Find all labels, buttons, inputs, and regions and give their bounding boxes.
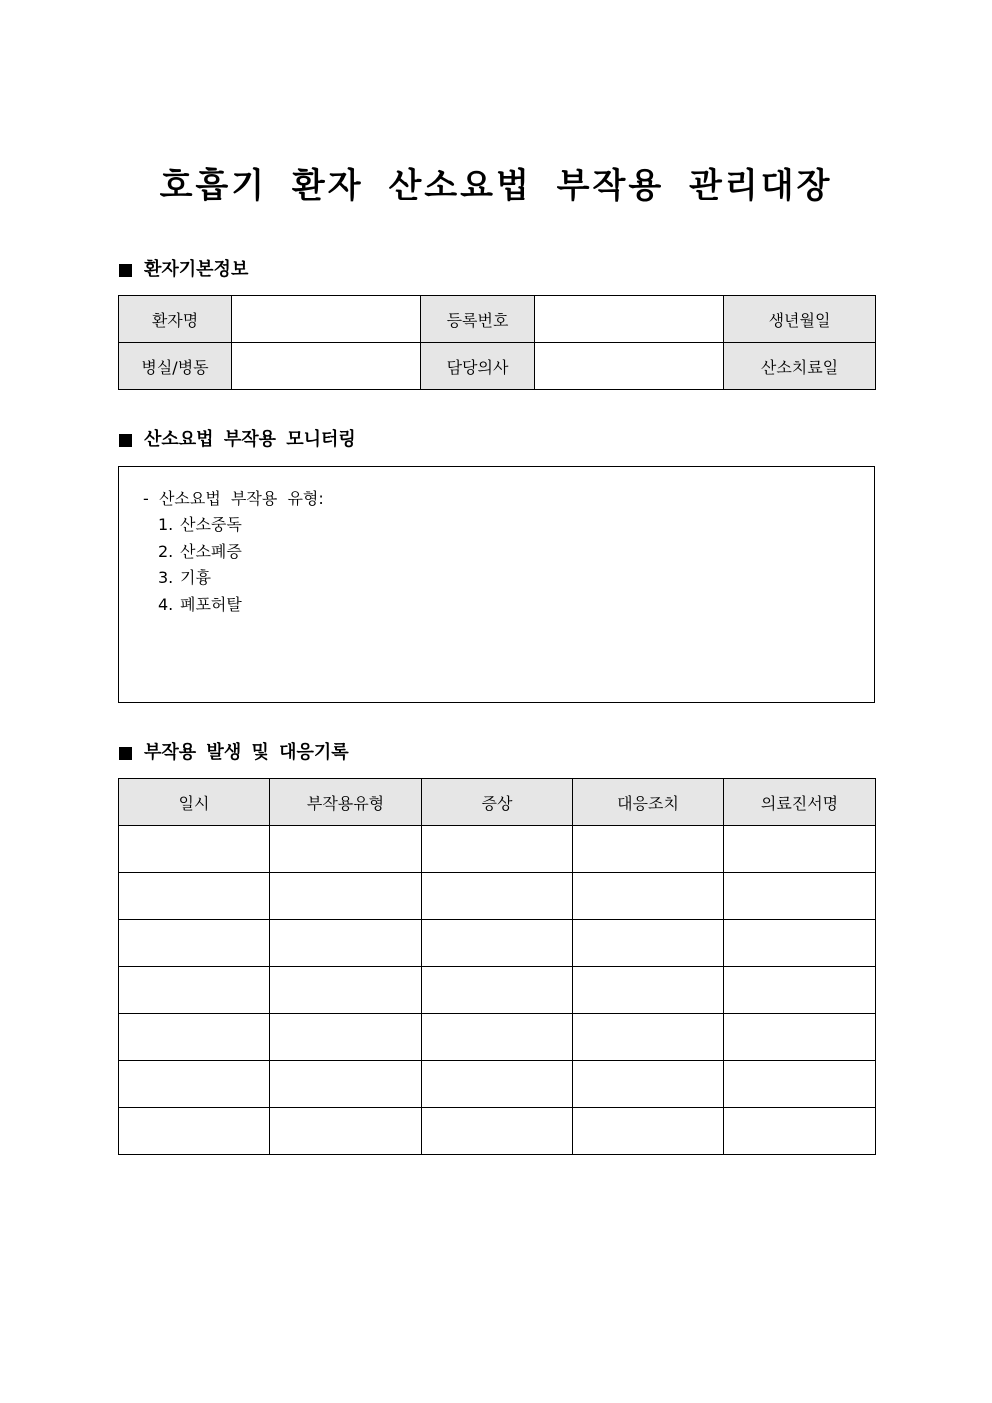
- table-cell[interactable]: [724, 873, 876, 920]
- list-item: [158, 539, 242, 566]
- table-cell[interactable]: [270, 1061, 422, 1108]
- table-cell[interactable]: [573, 920, 724, 967]
- patient-name-label: 환자명: [119, 296, 232, 343]
- list-item-number: 3.: [158, 568, 174, 588]
- table-cell[interactable]: [119, 1061, 270, 1108]
- table-cell[interactable]: [119, 826, 270, 873]
- table-cell[interactable]: [422, 873, 573, 920]
- table-cell[interactable]: [119, 873, 270, 920]
- table-cell[interactable]: [270, 920, 422, 967]
- registration-number-label: 등록번호: [421, 296, 535, 343]
- registration-number-field[interactable]: [535, 296, 724, 343]
- table-cell[interactable]: [270, 826, 422, 873]
- list-item: [158, 592, 242, 619]
- table-row: [119, 920, 876, 967]
- section-heading-label: 환자기본정보: [144, 259, 249, 280]
- table-row: [119, 1108, 876, 1155]
- patient-info-table: [118, 295, 876, 390]
- table-row: [119, 967, 876, 1014]
- table-cell[interactable]: [422, 1061, 573, 1108]
- document-title: 호흡기 환자 산소요법 부작용 관리대장: [159, 166, 833, 206]
- birth-date-label: 생년월일: [724, 296, 876, 343]
- column-header-datetime: 일시: [119, 779, 270, 826]
- table-cell[interactable]: [119, 1014, 270, 1061]
- attending-doctor-label: 담당의사: [421, 343, 535, 390]
- list-item-number: 4.: [158, 595, 174, 615]
- column-header-symptom: 증상: [422, 779, 573, 826]
- oxygen-therapy-date-label: 산소치료일: [724, 343, 876, 390]
- table-cell[interactable]: [724, 920, 876, 967]
- section-heading-patient-info: [119, 258, 248, 282]
- list-item-number: 1.: [158, 515, 174, 534]
- list-item-text: 폐포허탈: [180, 595, 242, 615]
- table-cell[interactable]: [422, 920, 573, 967]
- square-bullet-icon: [119, 434, 132, 447]
- table-cell[interactable]: [573, 1108, 724, 1155]
- table-cell[interactable]: [724, 1014, 876, 1061]
- table-cell[interactable]: [724, 967, 876, 1014]
- table-row: [119, 296, 876, 343]
- list-item: [158, 565, 242, 592]
- table-cell[interactable]: [573, 826, 724, 873]
- table-row: [119, 826, 876, 873]
- list-item: [158, 512, 242, 539]
- room-ward-field[interactable]: [232, 343, 421, 390]
- table-cell[interactable]: [422, 1014, 573, 1061]
- table-cell[interactable]: [573, 873, 724, 920]
- table-cell[interactable]: [422, 826, 573, 873]
- table-cell[interactable]: [422, 1108, 573, 1155]
- table-cell[interactable]: [573, 1014, 724, 1061]
- list-item-text: 기흉: [180, 568, 211, 588]
- table-cell[interactable]: [270, 873, 422, 920]
- table-cell[interactable]: [119, 1108, 270, 1155]
- table-header-row: [119, 779, 876, 826]
- table-cell[interactable]: [270, 967, 422, 1014]
- section-heading-label: 산소요법 부작용 모니터링: [144, 429, 356, 450]
- column-header-response-action: 대응조치: [573, 779, 724, 826]
- table-cell[interactable]: [724, 1061, 876, 1108]
- table-row: [119, 873, 876, 920]
- square-bullet-icon: [119, 747, 132, 760]
- section-heading-label: 부작용 발생 및 대응기록: [144, 742, 349, 763]
- square-bullet-icon: [119, 264, 132, 277]
- patient-name-field[interactable]: [232, 296, 421, 343]
- monitoring-intro: - 산소요법 부작용 유형:: [143, 489, 324, 508]
- room-ward-label: 병실/병동: [119, 343, 232, 390]
- list-item-text: 산소중독: [180, 515, 242, 534]
- table-cell[interactable]: [724, 1108, 876, 1155]
- table-row: [119, 1014, 876, 1061]
- list-item-number: 2.: [158, 541, 174, 561]
- list-item-text: 산소폐증: [180, 541, 242, 561]
- table-cell[interactable]: [573, 1061, 724, 1108]
- section-heading-monitoring: [119, 428, 356, 452]
- table-cell[interactable]: [422, 967, 573, 1014]
- table-cell[interactable]: [573, 967, 724, 1014]
- table-cell[interactable]: [270, 1014, 422, 1061]
- attending-doctor-field[interactable]: [535, 343, 724, 390]
- table-row: [119, 1061, 876, 1108]
- column-header-staff-signature: 의료진서명: [724, 779, 876, 826]
- side-effect-record-table: [118, 778, 876, 1155]
- side-effect-type-list: [158, 512, 242, 619]
- table-cell[interactable]: [724, 826, 876, 873]
- table-cell[interactable]: [270, 1108, 422, 1155]
- monitoring-box: [118, 466, 875, 703]
- table-row: [119, 343, 876, 390]
- column-header-side-effect-type: 부작용유형: [270, 779, 422, 826]
- table-cell[interactable]: [119, 920, 270, 967]
- table-cell[interactable]: [119, 967, 270, 1014]
- section-heading-records: [119, 741, 349, 765]
